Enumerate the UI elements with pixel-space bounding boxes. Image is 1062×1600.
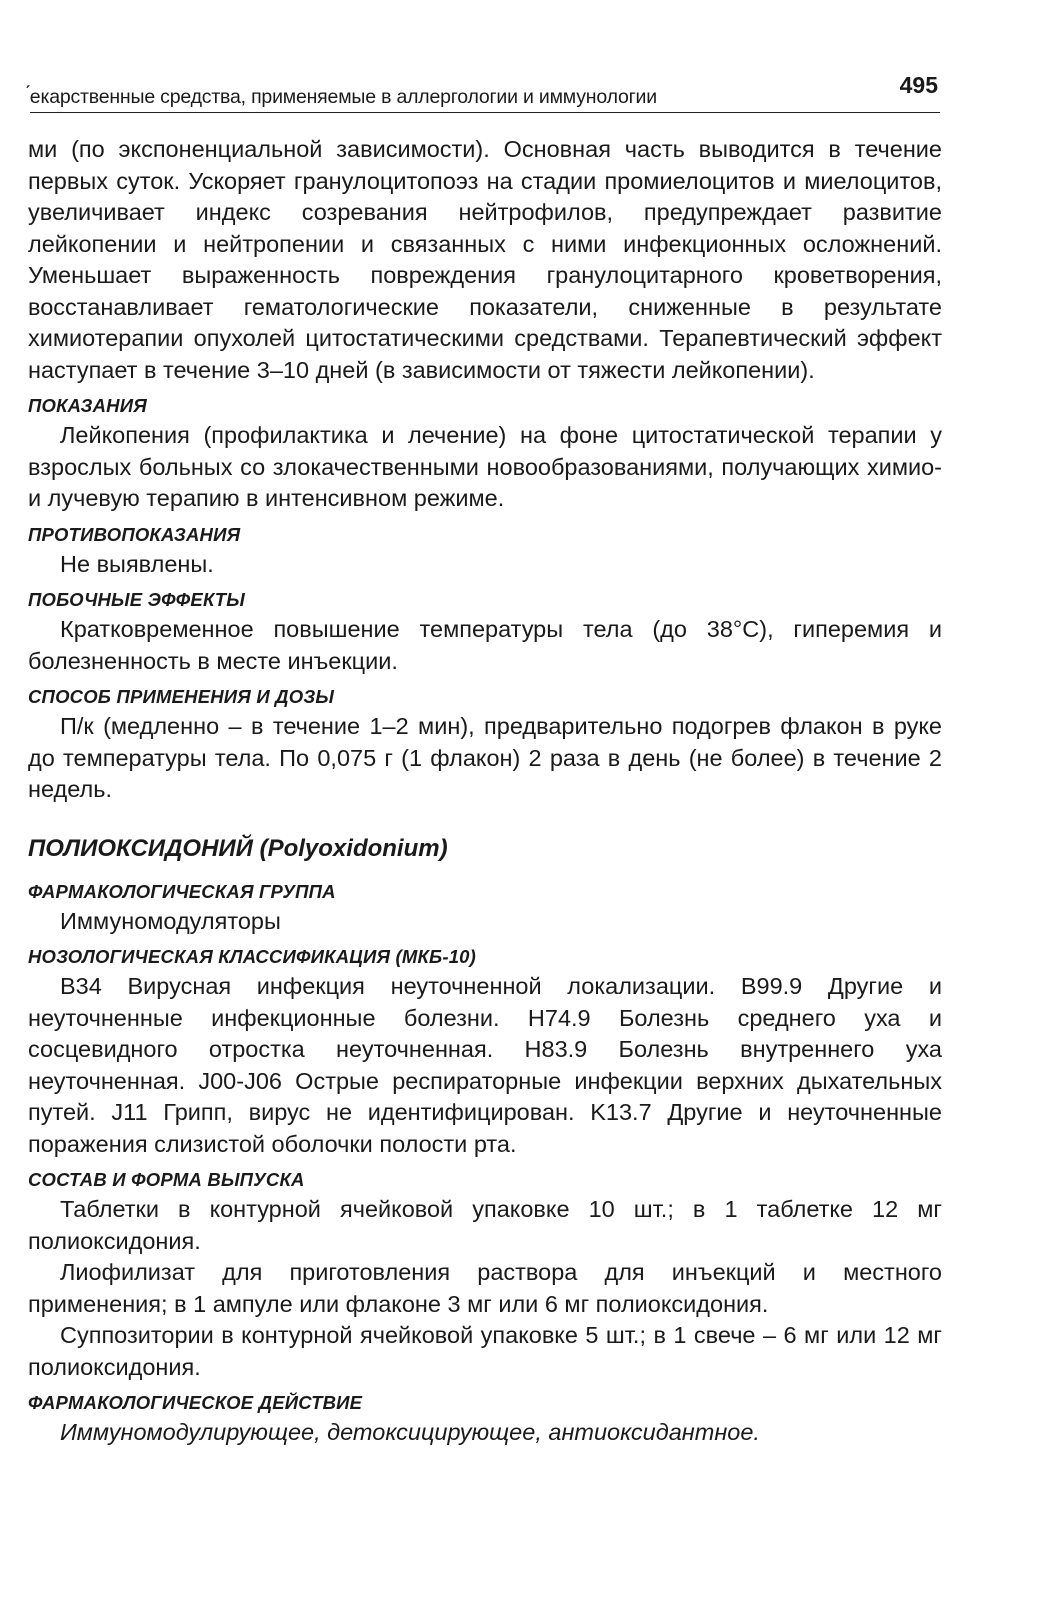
section-text-contraindications: Не выявлены. xyxy=(60,550,214,577)
running-title: ́екарственные средства, применяемые в аллергологии и иммунологии xyxy=(30,86,657,108)
section-text-pharm-action: Иммуномодулирующее, детоксицирующее, антиоксидантное. xyxy=(60,1419,760,1445)
section-heading-pharm-group: ФАРМАКОЛОГИЧЕСКАЯ ГРУППА xyxy=(28,880,336,902)
composition-paragraph: Лиофилизат для приготовления раствора для инъекций и местного применения; в 1 ампуле или флаконе 3 мг или 6 мг полиоксидония. xyxy=(28,1259,942,1317)
section-heading-indications: ПОКАЗАНИЯ xyxy=(28,395,147,416)
drug-title: ПОЛИОКСИДОНИЙ (Polyoxidonium) xyxy=(28,834,448,862)
section-text-pharm-group: Иммуномодуляторы xyxy=(60,907,281,934)
section-heading-composition: СОСТАВ И ФОРМА ВЫПУСКА xyxy=(28,1169,305,1190)
page-body xyxy=(28,134,942,1449)
composition-paragraph: Суппозитории в контурной ячейковой упаковке 5 шт.; в 1 свече – 6 мг или 12 мг полиоксидония. xyxy=(28,1322,942,1380)
section-heading-pharm-action: ФАРМАКОЛОГИЧЕСКОЕ ДЕЙСТВИЕ xyxy=(28,1392,363,1413)
section-text-dosage: П/к (медленно – в течение 1–2 мин), предварительно подогрев флакон в руке до температуры тела. По 0,075 г (1 флакон) 2 раза в день (не более) в течение 2 недель. xyxy=(28,713,942,802)
composition-paragraph: Таблетки в контурной ячейковой упаковке 10 шт.; в 1 таблетке 12 мг полиоксидония. xyxy=(28,1196,942,1254)
header-divider xyxy=(30,112,940,113)
section-text-side-effects: Кратковременное повышение температуры тела (до 38°С), гиперемия и болезненность в месте инъекции. xyxy=(28,616,942,674)
section-text-nosology: B34 Вирусная инфекция неуточненной локализации. B99.9 Другие и неуточненные инфекционные болезни. H74.9 Болезнь среднего уха и сосцевидного отростка неуточненная. H83.9 Болезнь внутреннего уха неуточненная. J00-J06 Острые респираторные инфекции верхних дыхательных путей. J11 Грипп, вирус не идентифицирован. K13.7 Другие и неуточненные поражения слизистой оболочки полости рта. xyxy=(28,973,942,1157)
section-heading-side-effects: ПОБОЧНЫЕ ЭФФЕКТЫ xyxy=(28,589,245,610)
section-heading-dosage: СПОСОБ ПРИМЕНЕНИЯ И ДОЗЫ xyxy=(28,686,335,707)
page-number: 495 xyxy=(899,72,938,98)
continuation-paragraph: ми (по экспоненциальной зависимости). Основная часть выводится в течение первых суток. Ускоряет гранулоцитопоэз на стадии промиелоцитов и миелоцитов, увеличивает индекс созревания нейтрофилов, предупреждает развитие лейкопении и нейтропении и связанных с ними инфекционных осложнений. Уменьшает выраженность повреждения гранулоцитарного кроветворения, восстанавливает гематологические показатели, сниженные в результате химиотерапии опухолей цитостатическими средствами. Терапевтический эффект наступает в течение 3–10 дней (в зависимости от тяжести лейкопении). xyxy=(28,136,942,383)
section-text-indications: Лейкопения (профилактика и лечение) на фоне цитостатической терапии у взрослых больных со злокачественными новообразованиями, получающих химио- и лучевую терапию в интенсивном режиме. xyxy=(28,422,942,511)
section-heading-contraindications: ПРОТИВОПОКАЗАНИЯ xyxy=(28,523,241,545)
section-heading-nosology: НОЗОЛОГИЧЕСКАЯ КЛАССИФИКАЦИЯ (МКБ-10) xyxy=(28,946,477,967)
